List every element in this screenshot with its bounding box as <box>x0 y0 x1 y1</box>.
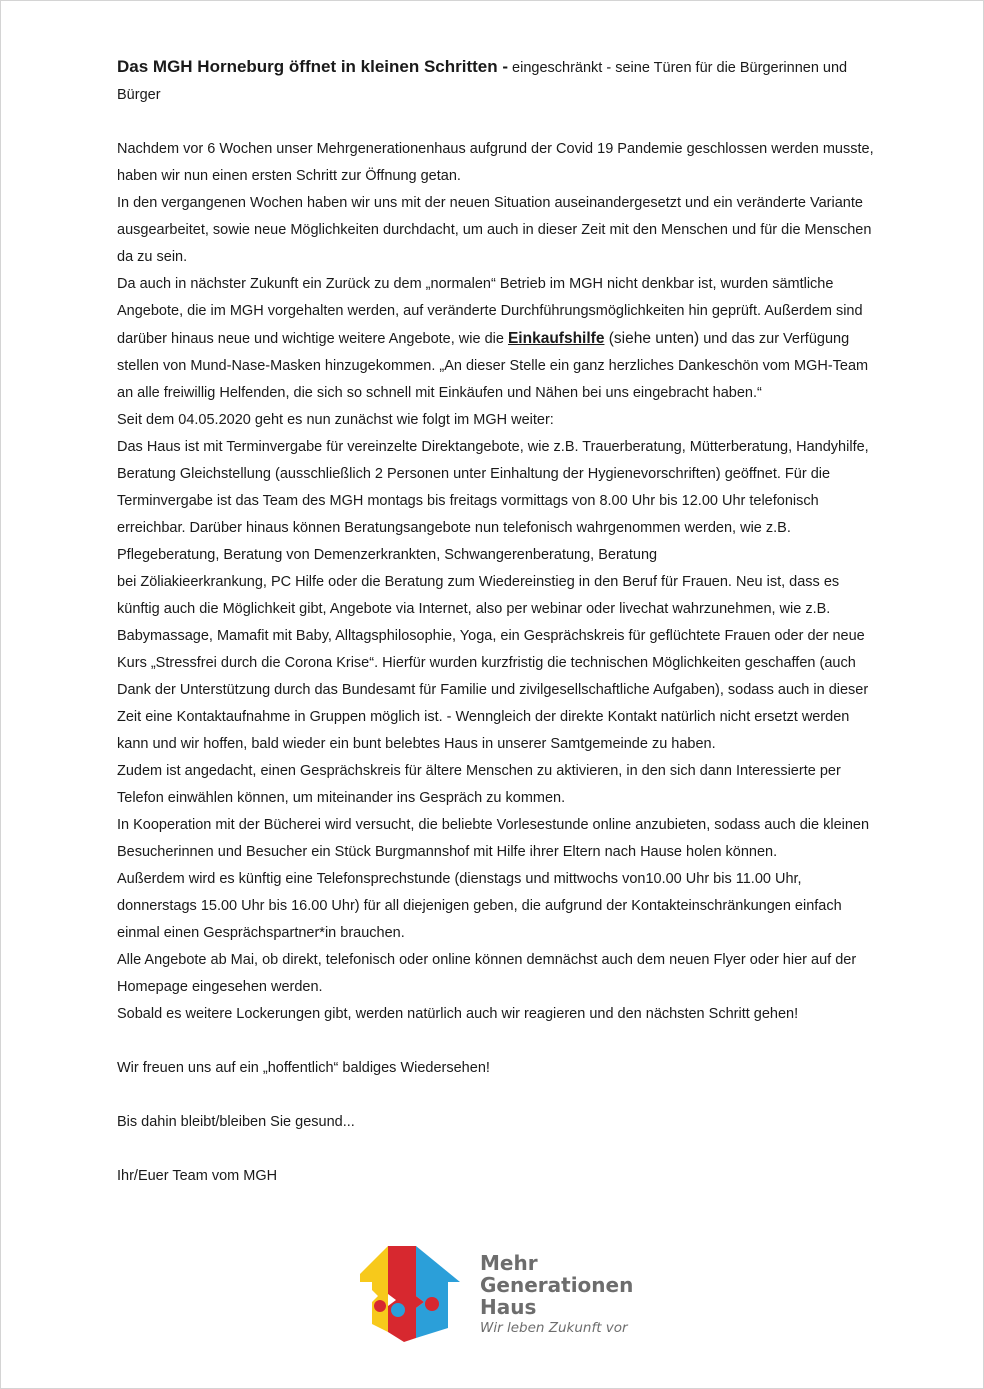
closing-gesund: Bis dahin bleibt/bleiben Sie gesund... <box>117 1114 355 1130</box>
mgh-logo <box>358 1244 634 1344</box>
logo-line-mehr: Mehr <box>480 1251 538 1275</box>
headline-rest: eingeschränkt - seine Türen für die Bürgerinnen und Bürger <box>117 60 848 103</box>
signature: Ihr/Euer Team vom MGH <box>117 1168 278 1184</box>
paragraph-date: Seit dem 04.05.2020 geht es nun zunächst wie folgt im MGH weiter: <box>117 412 554 428</box>
logo-slogan: Wir leben Zukunft vor <box>480 1320 628 1336</box>
document-body <box>117 53 877 1190</box>
paragraph-flyer: Alle Angebote ab Mai, ob direkt, telefonisch oder online können demnächst auch dem neuen Flyer oder hier auf der Homepage eingesehen werden. <box>117 952 857 995</box>
paragraph-phone-hours: Außerdem wird es künftig eine Telefonsprechstunde (dienstags und mittwochs von10.00 Uhr bis 11.00 Uhr, donnerstags 15.00 Uhr bis 16.00 Uhr) für all diejenigen geben, die aufgrund der Kontakteinschränkungen einfach einmal einen Gesprächspartner*in brauchen. <box>117 871 842 941</box>
paragraph-offers-end: und das zur Verfügung stellen von Mund-Nase-Masken hinzugekommen. „An dieser Stelle ein ganz herzliches Dankeschön vom MGH-Team an alle freiwillig Helfenden, die sich so schnell mit Einkäufen und Nähen bei uns eingebracht haben.“ <box>117 331 869 401</box>
einkaufshilfe-link[interactable]: Einkaufshilfe <box>507 330 605 347</box>
logo-line-haus: Haus <box>480 1295 537 1319</box>
paragraph-discussion-group: Zudem ist angedacht, einen Gesprächskreis für ältere Menschen zu aktivieren, in den sich dann Interessierte per Telefon einwählen können, um miteinander ins Gespräch zu kommen. <box>117 763 841 806</box>
paragraph-online-offers: bei Zöliakieerkrankung, PC Hilfe oder die Beratung zum Wiedereinstieg in den Beruf für Frauen. Neu ist, dass es künftig auch die Möglichkeit gibt, Angebote via Internet, also per webinar oder livechat wahrzunehmen, wie z.B. Babymassage, Mamafit mit Baby, Alltagsphilosophie, Yoga, ein Gesprächskreis für geflüchtete Frauen oder der neue Kurs „Stressfrei durch die Corona Krise“. Hierfür wurden kurzfristig die technischen Möglichkeiten geschaffen (auch Dank der Unterstützung durch das Bundesamt für Familie und zivilgesellschaftliche Aufgaben), sodass auch in dieser Zeit eine Kontaktaufnahme in Gruppen möglich ist. - Wenngleich der direkte Kontakt natürlich nicht ersetzt werden kann und wir hoffen, bald wieder ein bunt belebtes Haus in unserer Samtgemeinde zu haben. <box>117 574 869 752</box>
paragraph-intro: Nachdem vor 6 Wochen unser Mehrgenerationenhaus aufgrund der Covid 19 Pandemie geschlossen werden musste, haben wir nun einen ersten Schritt zur Öffnung getan. <box>117 141 874 184</box>
logo-wordmark <box>480 1252 633 1318</box>
paragraph-offers <box>117 271 877 407</box>
logo-line-generationen: Generationen <box>480 1273 634 1297</box>
paragraph-offers-paren: (siehe unten) <box>604 330 700 347</box>
headline-bold: Das MGH Horneburg öffnet in kleinen Schritten - <box>117 57 509 76</box>
paragraph-library: In Kooperation mit der Bücherei wird versucht, die beliebte Vorlesestunde online anzubieten, sodass auch die kleinen Besucherinnen und Besucher ein Stück Burgmannshof mit Hilfe ihrer Eltern nach Hause holen können. <box>117 817 870 860</box>
house-puzzle-icon <box>358 1244 462 1344</box>
closing-wiedersehen: Wir freuen uns auf ein „hoffentlich“ baldiges Wiedersehen! <box>117 1060 490 1076</box>
paragraph-next-step: Sobald es weitere Lockerungen gibt, werden natürlich auch wir reagieren und den nächsten Schritt gehen! <box>117 1006 799 1022</box>
paragraph-house-open: Das Haus ist mit Terminvergabe für vereinzelte Direktangebote, wie z.B. Trauerberatung, Mütterberatung, Handyhilfe, Beratung Gleichstellung (ausschließlich 2 Personen unter Einhaltung der Hygienevorschriften) geöffnet. Für die Terminvergabe ist das Team des MGH montags bis freitags vormittags von 8.00 Uhr bis 12.00 Uhr telefonisch erreichbar. Darüber hinaus können Beratungsangebote nun telefonisch wahrgenommen werden, wie z.B. Pflegeberatung, Beratung von Demenzerkrankten, Schwangerenberatung, Beratung <box>117 439 869 563</box>
paragraph-offers-start: Da auch in nächster Zukunft ein Zurück zu dem „normalen“ Betrieb im MGH nicht denkbar ist, wurden sämtliche Angebote, die im MGH vorgehalten werden, auf veränderte Durchführungsmöglichkeiten hin geprüft. Außerdem sind darüber hinaus neue und wichtige weitere Angebote, wie die <box>117 276 863 347</box>
paragraph-preparation: In den vergangenen Wochen haben wir uns mit der neuen Situation auseinandergesetzt und ein veränderte Variante ausgearbeitet, sowie neue Möglichkeiten durchdacht, um auch in dieser Zeit mit den Menschen und für die Menschen da zu sein. <box>117 195 872 265</box>
headline <box>117 53 877 109</box>
